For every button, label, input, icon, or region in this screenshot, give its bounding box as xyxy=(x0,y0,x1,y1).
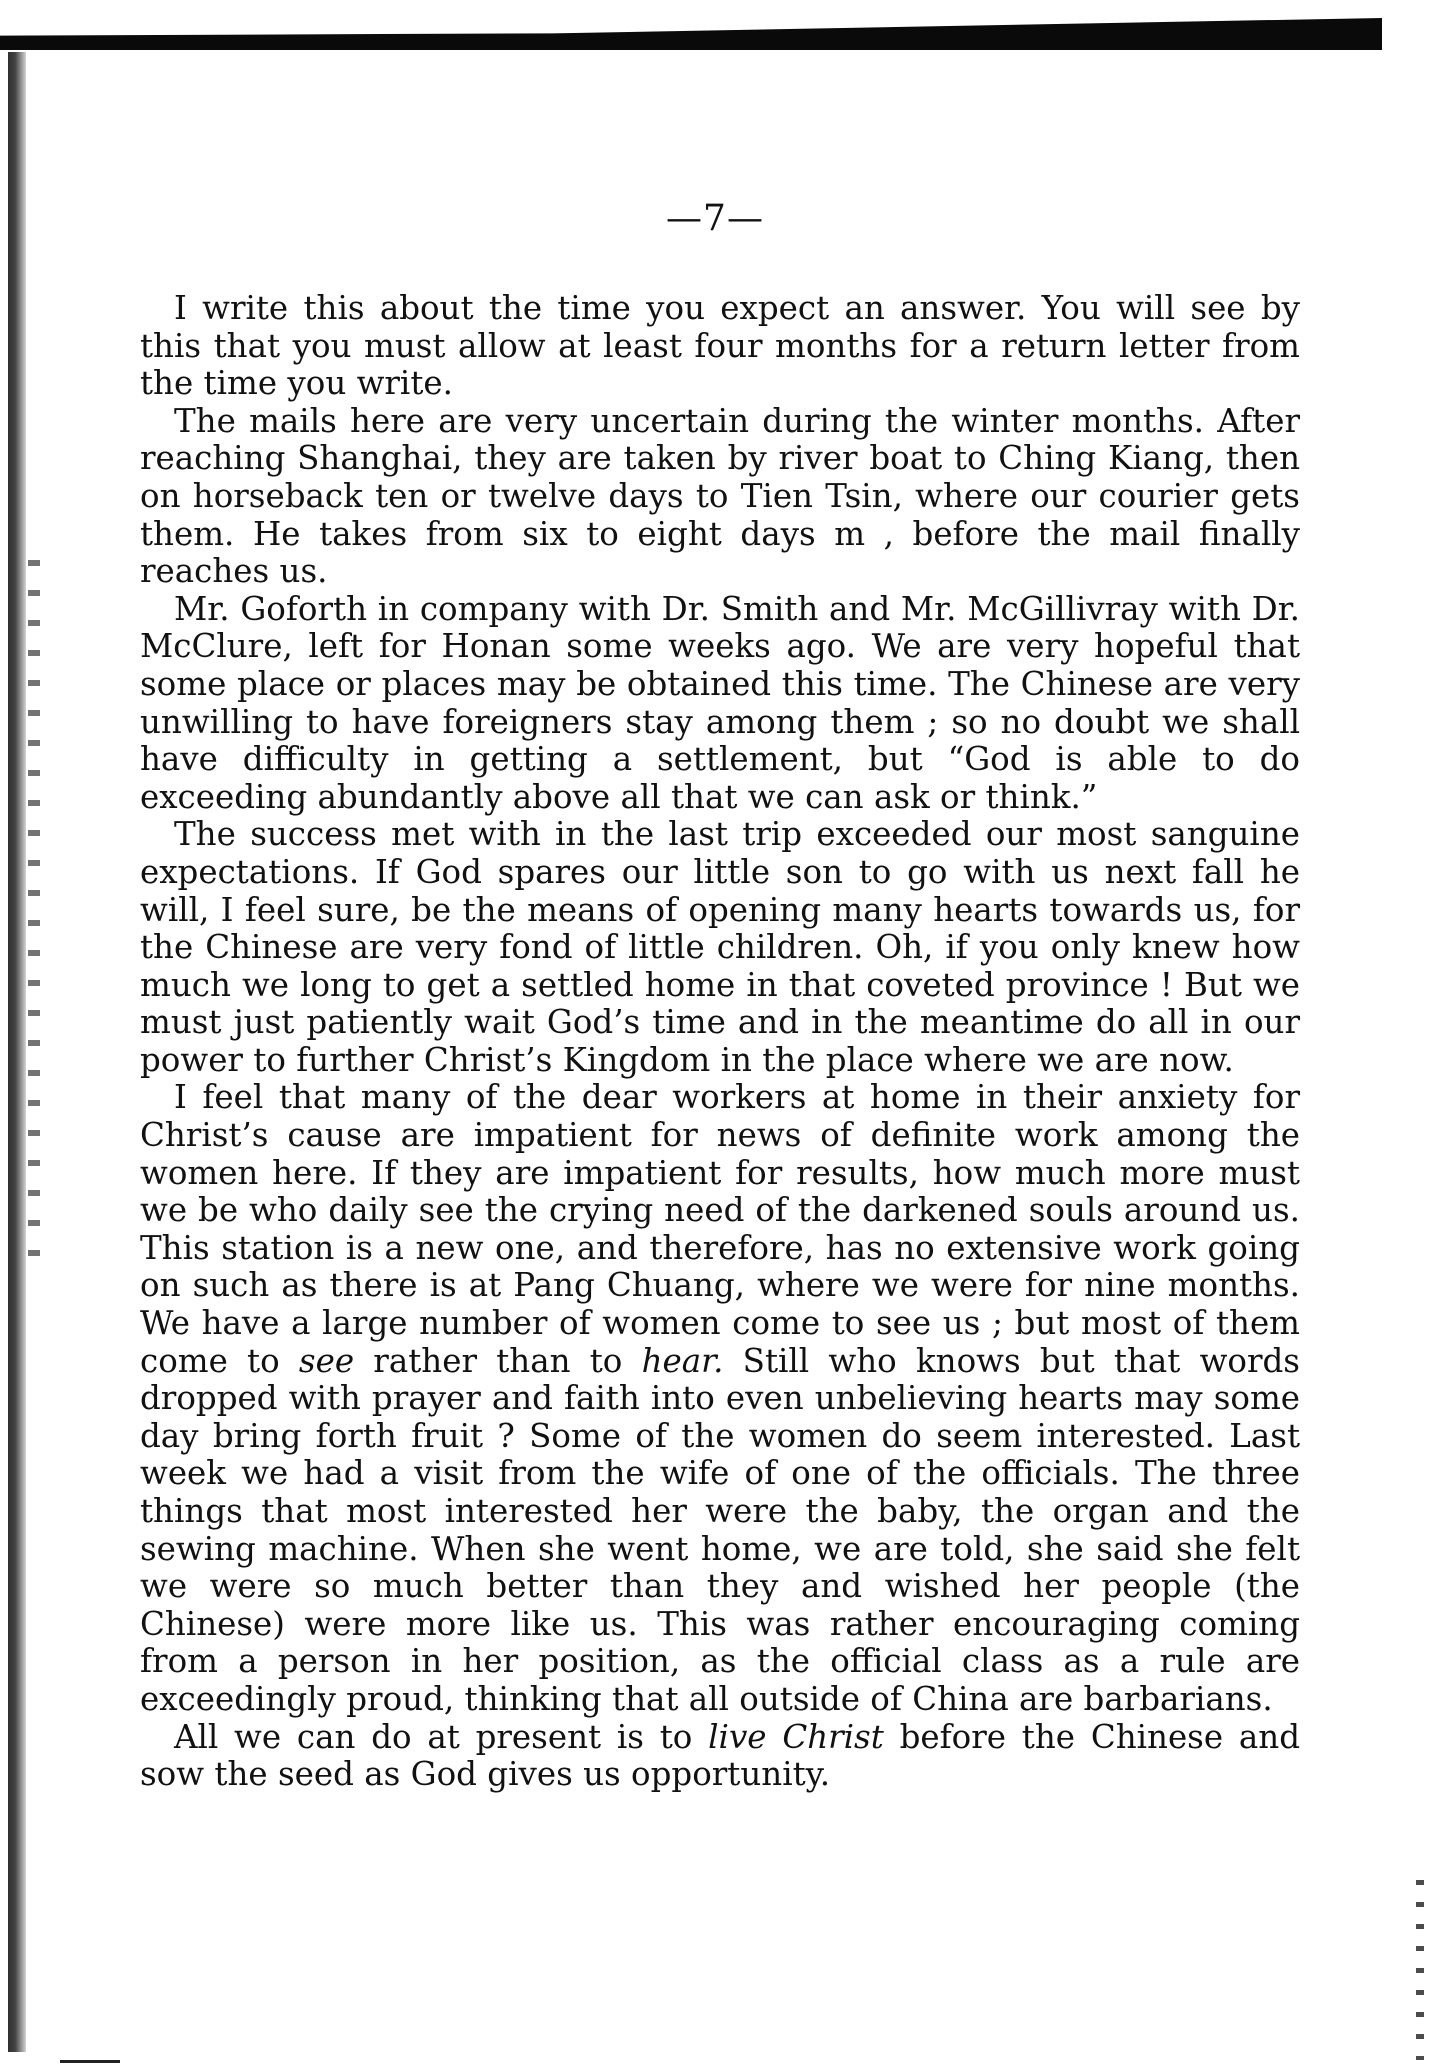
paragraph-text: Still who knows but that words dropped with prayer and faith into even unbelieving hearts may some day bring forth fruit ? Some of the women do seem interested. Last week we had a visit from the wife of one of the officials. The three things that most interested her were the baby, the organ and the sewing machine. When she went home, we are told, she said she felt we were so much better than they and wished her people (the Chinese) were more like us. This was rather encouraging coming from a person in her position, as the official class as a rule are exceedingly proud, thinking that all outside of China are barbarians. xyxy=(140,1341,1300,1718)
paragraph-text: rather than to xyxy=(354,1341,642,1380)
bottom-border-rule xyxy=(60,2060,120,2063)
paragraph xyxy=(140,290,1300,403)
paragraph xyxy=(140,591,1300,817)
paragraph xyxy=(140,816,1300,1079)
right-margin-marks xyxy=(1416,1880,1424,2060)
paragraph-text: before the Chinese and sow the seed as God gives us opportunity. xyxy=(140,1717,1300,1794)
italic-text: see xyxy=(298,1341,355,1380)
paragraph-text: The mails here are very uncertain during the winter months. After reaching Shanghai, they are taken by river boat to Ching Kiang, then on horseback ten or twelve days to Tien Tsin, where our courier gets them. He takes from six to eight days m , before the mail finally reaches us. xyxy=(140,401,1300,591)
paragraph xyxy=(140,403,1300,591)
body-text xyxy=(140,290,1300,1794)
paragraph xyxy=(140,1719,1300,1794)
italic-text: hear. xyxy=(641,1341,724,1380)
paragraph xyxy=(140,1079,1300,1718)
top-border-rule xyxy=(0,18,1382,50)
paragraph-text: I feel that many of the dear workers at home in their anxiety for Christ’s cause are impatient for news of definite work among the women here. If they are impatient for results, how much more must we be who daily see the crying need of the darkened souls around us. This station is a new one, and therefore, has no extensive work going on such as there is at Pang Chuang, where we were for nine months. We have a large number of women come to see us ; but most of them come to xyxy=(140,1078,1300,1380)
italic-text: live Christ xyxy=(708,1717,884,1756)
paragraph-text: All we can do at present is to xyxy=(174,1717,709,1756)
left-scan-edge xyxy=(8,52,26,2052)
paragraph-text: The success met with in the last trip exceeded our most sanguine expectations. If God spares our little son to go with us next fall he will, I feel sure, be the means of opening many hearts towards us, for the Chinese are very fond of little children. Oh, if you only knew how much we long to get a settled home in that coveted province ! But we must just patiently wait God’s time and in the meantime do all in our power to further Christ’s Kingdom in the place where we are now. xyxy=(140,815,1300,1079)
page-number: —7— xyxy=(666,198,764,239)
paragraph-text: Mr. Goforth in company with Dr. Smith and Mr. McGillivray with Dr. McClure, left for Honan some weeks ago. We are very hopeful that some place or places may be obtained this time. The Chinese are very unwilling to have foreigners stay among them ; so no doubt we shall have difficulty in getting a settlement, but “God is able to do exceeding abundantly above all that we can ask or think.” xyxy=(140,589,1300,816)
left-margin-marks xyxy=(28,560,40,1260)
paragraph-text: I write this about the time you expect an answer. You will see by this that you must allow at least four months for a return letter from the time you write. xyxy=(140,289,1300,403)
